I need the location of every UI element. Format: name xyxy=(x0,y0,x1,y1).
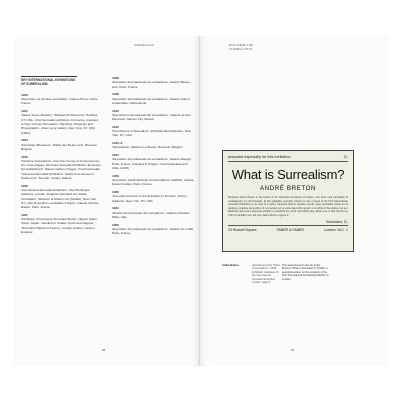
exhibition-text: 'Mostra internazionale del surrealismo', Galleria Schwarz, Milan, Italy xyxy=(112,210,191,219)
exhibition-year: 1960 xyxy=(112,189,119,194)
exhibition-entry xyxy=(21,93,101,106)
exhibition-entry xyxy=(112,206,194,219)
exhibition-year: 1938 xyxy=(112,76,119,80)
caption-title: André Breton xyxy=(222,264,239,267)
exhibition-text: 'Exhibition of Overseas Surrealist Works', Nippon Salon, Tokyo, Japan, travelled to Osaka, Kyoto and Nagoya 'Surrealist Objects & Poems', London Gallery, London, England xyxy=(21,217,98,235)
exhibition-entry xyxy=(112,141,194,150)
exhibition-entry xyxy=(112,76,194,89)
exhibition-year: 1965 xyxy=(112,222,119,227)
exhibition-text: 'Exposition internationale du surréalisme', Galerie Robert, Amsterdam, Netherlands xyxy=(112,96,191,105)
poster-illustrated: Illustrated, 2/- xyxy=(326,220,348,224)
exhibition-text: 'First Papers of Surrealism', Whitelaw Reid Mansion, New York, NY, USA xyxy=(112,129,191,138)
exhibition-text: 'Exposition Minotaure', Palais des Beaux-Arts, Brussels, Belgium xyxy=(21,142,98,151)
exhibition-entry xyxy=(21,138,101,151)
exhibition-entry xyxy=(21,155,101,181)
poster-city: London, W.C. 1 xyxy=(323,227,348,232)
exhibition-year: 1938 xyxy=(112,92,119,97)
exhibition-entry xyxy=(112,109,194,122)
exhibition-year: 1945–6 xyxy=(112,141,123,146)
exhibition-year: 1934 xyxy=(21,138,28,143)
exhibition-year: 1961 xyxy=(112,206,119,211)
exhibitions-column-1 xyxy=(21,76,101,238)
page-number-right: 67 xyxy=(291,348,295,352)
caption-details: Advertisement for 'What is Surrealism?', 1936. Exhibition catalogue for the International Surrealist Exhibition, London, page 9 xyxy=(252,264,280,285)
exhibition-text: 'Exposition internationale du surréalisme', Galerie Maeght, Paris, France, travelled to Prague, Czechoslovakia and Chile (1948) xyxy=(112,157,192,170)
exhibition-text: 'Kubisme-Surrealisme', Den Frie Centre of Contemporary Art, Copenhagen, Denmark Surrealist Exhibition 'Exposice Surrealistickych', Manes Gallery, Prague, Czechoslovakia 'Universal Surrealist Exhibition', Santa Cruz Ateneum, Santa Cruz, Tenerife, Canary Islands xyxy=(21,158,101,181)
exhibition-entry xyxy=(21,184,101,210)
exhibition-entry xyxy=(112,174,194,187)
running-head-left: SURREALISM xyxy=(134,44,154,47)
exhibition-text: 'Surrealist Intrusion in the Enchanter's Domain', D'Arcy Galleries, New York, NY, USA xyxy=(112,194,187,203)
poster-publisher: FABER & FABER xyxy=(276,227,304,232)
exhibition-text: 'Exposition InteRnatiOnale du Surréalisme' (EROS), Galerie Daniel Cordier, Paris, France xyxy=(112,177,194,187)
advertisement-poster xyxy=(222,150,354,252)
poster-footer xyxy=(228,225,348,232)
exhibition-text: 'International Surrealist Exhibition', New Burlington Galleries, London, England 'Fantastic Art, Dada, Surrealism', Museum of Modern Art (MoMA), New York, NY, USA 'Exposition surréaliste d'objets', Galerie Charles Ratton, Paris, France xyxy=(21,188,99,210)
right-page xyxy=(200,36,388,366)
running-head-right: WHO WERE THE SURREALISTS? xyxy=(228,44,254,51)
exhibition-entry xyxy=(21,109,101,135)
list-heading: KEY INTERNATIONAL EXHIBITIONS OF SURREALISM xyxy=(21,78,76,87)
exhibitions-column-2 xyxy=(112,76,194,239)
exhibition-text: 'Surréalisme', Éditions La Boétie, Brussels, Belgium xyxy=(112,145,183,150)
exhibition-year: 1925 xyxy=(21,92,28,97)
exhibition-year: 1937 xyxy=(21,212,28,217)
exhibition-text: 'Exposition, la peinture surréaliste', Galerie Pierre, Paris, France xyxy=(21,97,99,106)
poster-title: What is Surrealism? xyxy=(231,167,345,182)
exhibition-year: 1931 xyxy=(21,109,28,114)
exhibition-text: 'Newer Super-Realism', Wadsworth Atheneum, Hartford, CT, USA - First Surrealist exhibition in America, travelled to New York as 'Surrealism, Paintings, Drawings and Photographs', Julien Levy Gallery, New York, NY, USA (1932) xyxy=(21,113,99,135)
exhibition-entry xyxy=(112,153,194,170)
exhibition-year: 1940 xyxy=(112,108,119,113)
exhibition-text: 'Exposition internationale du surréalisme', Galerie Beaux-Arts, Paris, France xyxy=(112,80,191,89)
exhibition-year: 1942 xyxy=(112,124,119,129)
poster-address: 24 Russell Square xyxy=(228,227,257,232)
exhibition-entry xyxy=(112,125,194,138)
poster-tagline xyxy=(228,155,348,162)
caption-description: This advertisement was for André Breton's 'What is Surrealism?' (1936), a pamphlet written on the occasion of the First International Surrealist Exhibition' in London. xyxy=(282,264,329,281)
page-number-left: 66 xyxy=(102,348,106,352)
exhibition-year: 1936 xyxy=(21,183,28,188)
poster-tag-text: prepared especially for this exhibition xyxy=(228,155,291,159)
exhibition-year: 1947 xyxy=(112,153,119,158)
poster-body: Monsieur André Breton is the leader of the Surrealist movement in France—the most vital movement in contemporary art and literature. In this pamphlet, specially written for the occasion of the First International Surrealist Exhibition to be held in London, Monsieur Breton explains exactly what surrealism stands for in painting, sculpture and politics. It is revealed, not as some mere little upstart or an affair of the studios, but as a deliberate and even a desperate attempt to transform the world. Surrealism may amuse you, it may shock you, it may scandalize you, but you cannot afford to ignore it. xyxy=(228,196,348,217)
exhibition-entry xyxy=(21,213,101,234)
poster-price: 2/- xyxy=(343,155,348,159)
exhibition-text: 'Exposición internacional del surrealismo', Galería de Arte Mexicano, Mexico City, Mexico xyxy=(112,112,191,122)
caption-credit xyxy=(222,264,246,267)
poster-author: ANDRÉ BRETON xyxy=(259,185,317,192)
exhibition-year: 1935 xyxy=(21,154,28,159)
left-page xyxy=(14,36,200,366)
exhibition-text: 'Exposition internationale du surréalisme', Galerie de L'OEil, Paris, France xyxy=(112,226,194,236)
exhibition-year: 1959 xyxy=(112,173,119,178)
exhibition-entry xyxy=(112,92,194,105)
exhibition-entry xyxy=(112,190,194,203)
exhibition-entry xyxy=(112,223,194,236)
